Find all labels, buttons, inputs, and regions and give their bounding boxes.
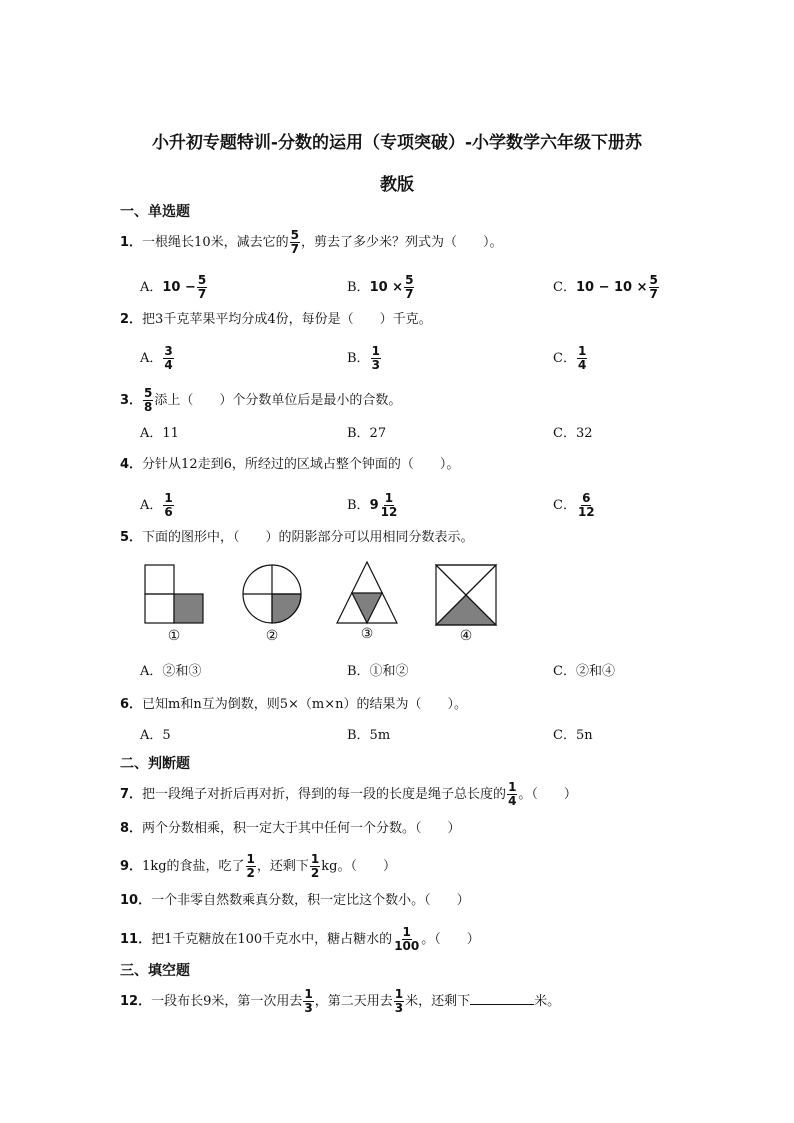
numerator: 1 [310, 852, 320, 866]
question-text: 。（ ） [421, 932, 480, 947]
fraction [394, 988, 404, 1015]
question-text: kg。（ ） [321, 859, 396, 874]
fraction [246, 853, 256, 880]
option-c: C．5n [553, 728, 593, 743]
option-label: A． [140, 280, 163, 295]
denominator: 4 [164, 358, 173, 372]
fraction [507, 781, 517, 808]
option-c [553, 345, 588, 372]
option-c [553, 274, 660, 301]
square-bottom-left [145, 594, 174, 623]
fraction [310, 853, 320, 880]
fraction [649, 274, 659, 301]
question-4 [120, 455, 459, 475]
question-11 [120, 926, 480, 953]
question-text: 一段布长9米，第一次用去 [151, 994, 303, 1009]
denominator: 3 [394, 1001, 404, 1015]
option-c [553, 492, 597, 519]
question-7 [120, 781, 577, 808]
square-triangle-top [436, 565, 496, 595]
question-8 [120, 819, 461, 839]
fraction [197, 274, 207, 301]
numerator: 5 [290, 228, 299, 242]
question-text: 。（ ） [518, 787, 577, 802]
denominator: 7 [197, 287, 207, 301]
option-b: B．5m [347, 728, 391, 743]
numerator: 5 [649, 273, 658, 287]
option-b [347, 492, 399, 519]
denominator: 3 [304, 1001, 313, 1015]
question-number: 12． [120, 994, 152, 1009]
question-text: 1kg的食盐，吃了 [142, 859, 245, 874]
option-a [140, 274, 208, 301]
question-number: 11． [120, 932, 152, 947]
option-label: A． [140, 351, 163, 366]
denominator: 7 [649, 287, 658, 301]
question-text: 一根绳长10米，减去它的 [142, 235, 289, 250]
numerator: 1 [164, 491, 173, 505]
section-heading-true-false: 二、判断题 [120, 756, 190, 772]
numerator: 5 [144, 386, 153, 400]
fraction [404, 274, 414, 301]
option-label: B． [347, 498, 370, 513]
fraction [577, 492, 596, 519]
question-text: 下面的图形中，（ ）的阴影部分可以用相同分数表示。 [142, 530, 474, 545]
question-5 [120, 528, 474, 548]
denominator: 12 [577, 505, 595, 519]
option-label: C． [553, 351, 576, 366]
title-line-1: 小升初专题特训-分数的运用（专项突破）-小学数学六年级下册苏 [151, 133, 643, 153]
question-text: 分针从12走到6，所经过的区域占整个钟面的（ ）。 [142, 457, 460, 472]
option-b [347, 345, 382, 372]
option-expression: 10 − [162, 280, 196, 295]
square-top [145, 565, 174, 594]
option-b [347, 274, 415, 301]
numerator: 1 [402, 925, 411, 939]
figure-label-3: ③ [360, 626, 374, 642]
denominator: 2 [246, 866, 255, 880]
figure-2-circle [243, 565, 301, 623]
option-a: A．5 [140, 728, 171, 743]
question-text: 添上（ ）个分数单位后是最小的合数。 [154, 393, 402, 408]
option-expression: 10 × [369, 280, 404, 295]
question-text: 把3千克苹果平均分成4份，每份是（ ）千克。 [142, 312, 432, 327]
figure-label-4: ④ [459, 628, 473, 644]
fraction [380, 492, 399, 519]
numerator: 5 [197, 273, 207, 287]
denominator: 4 [577, 358, 587, 372]
mixed-whole: 9 [369, 498, 379, 513]
section-heading-single-choice: 一、单选题 [120, 204, 190, 220]
numerator: 5 [405, 273, 414, 287]
question-12 [120, 988, 560, 1015]
figure-3-triangle [337, 562, 397, 623]
numerator: 1 [384, 491, 394, 505]
figure-1-squares [145, 565, 203, 623]
option-label: A． [140, 498, 163, 513]
denominator: 7 [405, 287, 414, 301]
question-number: 10． [120, 893, 152, 908]
question-1 [120, 229, 502, 256]
question-text: 把1千克糖放在100千克水中，糖占糖水的 [151, 932, 393, 947]
option-a: A．②和③ [140, 664, 202, 679]
fraction [577, 345, 587, 372]
denominator: 2 [310, 866, 320, 880]
question-number: 5． [120, 530, 143, 545]
section-heading-fill-blank: 三、填空题 [120, 963, 190, 979]
question-text: ，第二天用去 [314, 994, 393, 1009]
fraction [393, 926, 420, 953]
option-label: C． [553, 280, 576, 295]
question-number: 7． [120, 787, 143, 802]
square-bottom-right-shaded [174, 594, 203, 623]
denominator: 3 [371, 358, 380, 372]
numerator: 6 [582, 491, 591, 505]
question-text: 一个非零自然数乘真分数，积一定比这个数小。（ ） [151, 893, 470, 908]
question-number: 8． [120, 821, 143, 836]
fraction [290, 229, 300, 256]
numerator: 1 [508, 780, 517, 794]
square-triangle-bottom-shaded [436, 595, 496, 625]
fraction [143, 387, 153, 414]
question-text: 米。 [534, 994, 561, 1009]
option-c: C．32 [553, 426, 593, 441]
fraction [303, 988, 313, 1015]
option-a [140, 492, 175, 519]
title-line-2: 教版 [380, 175, 414, 195]
answer-blank[interactable] [470, 990, 534, 1005]
question-10 [120, 891, 470, 911]
numerator: 1 [577, 344, 587, 358]
numerator: 3 [164, 344, 173, 358]
question-text: 两个分数相乘，积一定大于其中任何一个分数。（ ） [142, 821, 461, 836]
question-text: 已知m和n互为倒数，则5×（m×n）的结果为（ ）。 [142, 697, 468, 712]
option-a [140, 345, 175, 372]
fraction [163, 345, 173, 372]
question-number: 3． [120, 393, 143, 408]
option-b: B．①和② [347, 664, 409, 679]
question-text: ，还剩下 [256, 859, 309, 874]
denominator: 8 [144, 400, 153, 414]
question-text: 把一段绳子对折后再对折，得到的每一段的长度是绳子总长度的 [142, 787, 507, 802]
fraction [163, 492, 173, 519]
question-2 [120, 310, 432, 330]
question-3 [120, 387, 401, 414]
question-number: 1． [120, 235, 143, 250]
question-text: ，剪去了多少米？列式为（ ）。 [300, 235, 503, 250]
denominator: 7 [290, 242, 299, 256]
option-expression: 10 − 10 × [575, 280, 648, 295]
numerator: 1 [304, 987, 313, 1001]
numerator: 1 [371, 344, 380, 358]
question-6 [120, 695, 467, 715]
denominator: 100 [394, 939, 420, 953]
numerator: 1 [246, 852, 255, 866]
question-number: 9． [120, 859, 143, 874]
question-number: 4． [120, 457, 143, 472]
option-label: C． [553, 498, 576, 513]
option-label: B． [347, 280, 370, 295]
numerator: 1 [394, 987, 404, 1001]
denominator: 4 [508, 794, 517, 808]
question-5-figures [130, 560, 530, 630]
option-a: A．11 [140, 426, 179, 441]
question-9 [120, 853, 396, 880]
triangle-center-shaded [352, 593, 382, 623]
question-number: 6． [120, 697, 143, 712]
question-number: 2． [120, 312, 143, 327]
option-label: B． [347, 351, 370, 366]
fraction [371, 345, 381, 372]
denominator: 12 [380, 505, 398, 519]
option-c: C．②和④ [553, 664, 615, 679]
question-text: 米，还剩下 [405, 994, 471, 1009]
figure-label-2: ② [265, 628, 279, 644]
figure-4-square [436, 565, 496, 625]
option-b: B．27 [347, 426, 387, 441]
figure-label-1: ① [167, 628, 181, 644]
denominator: 6 [164, 505, 173, 519]
